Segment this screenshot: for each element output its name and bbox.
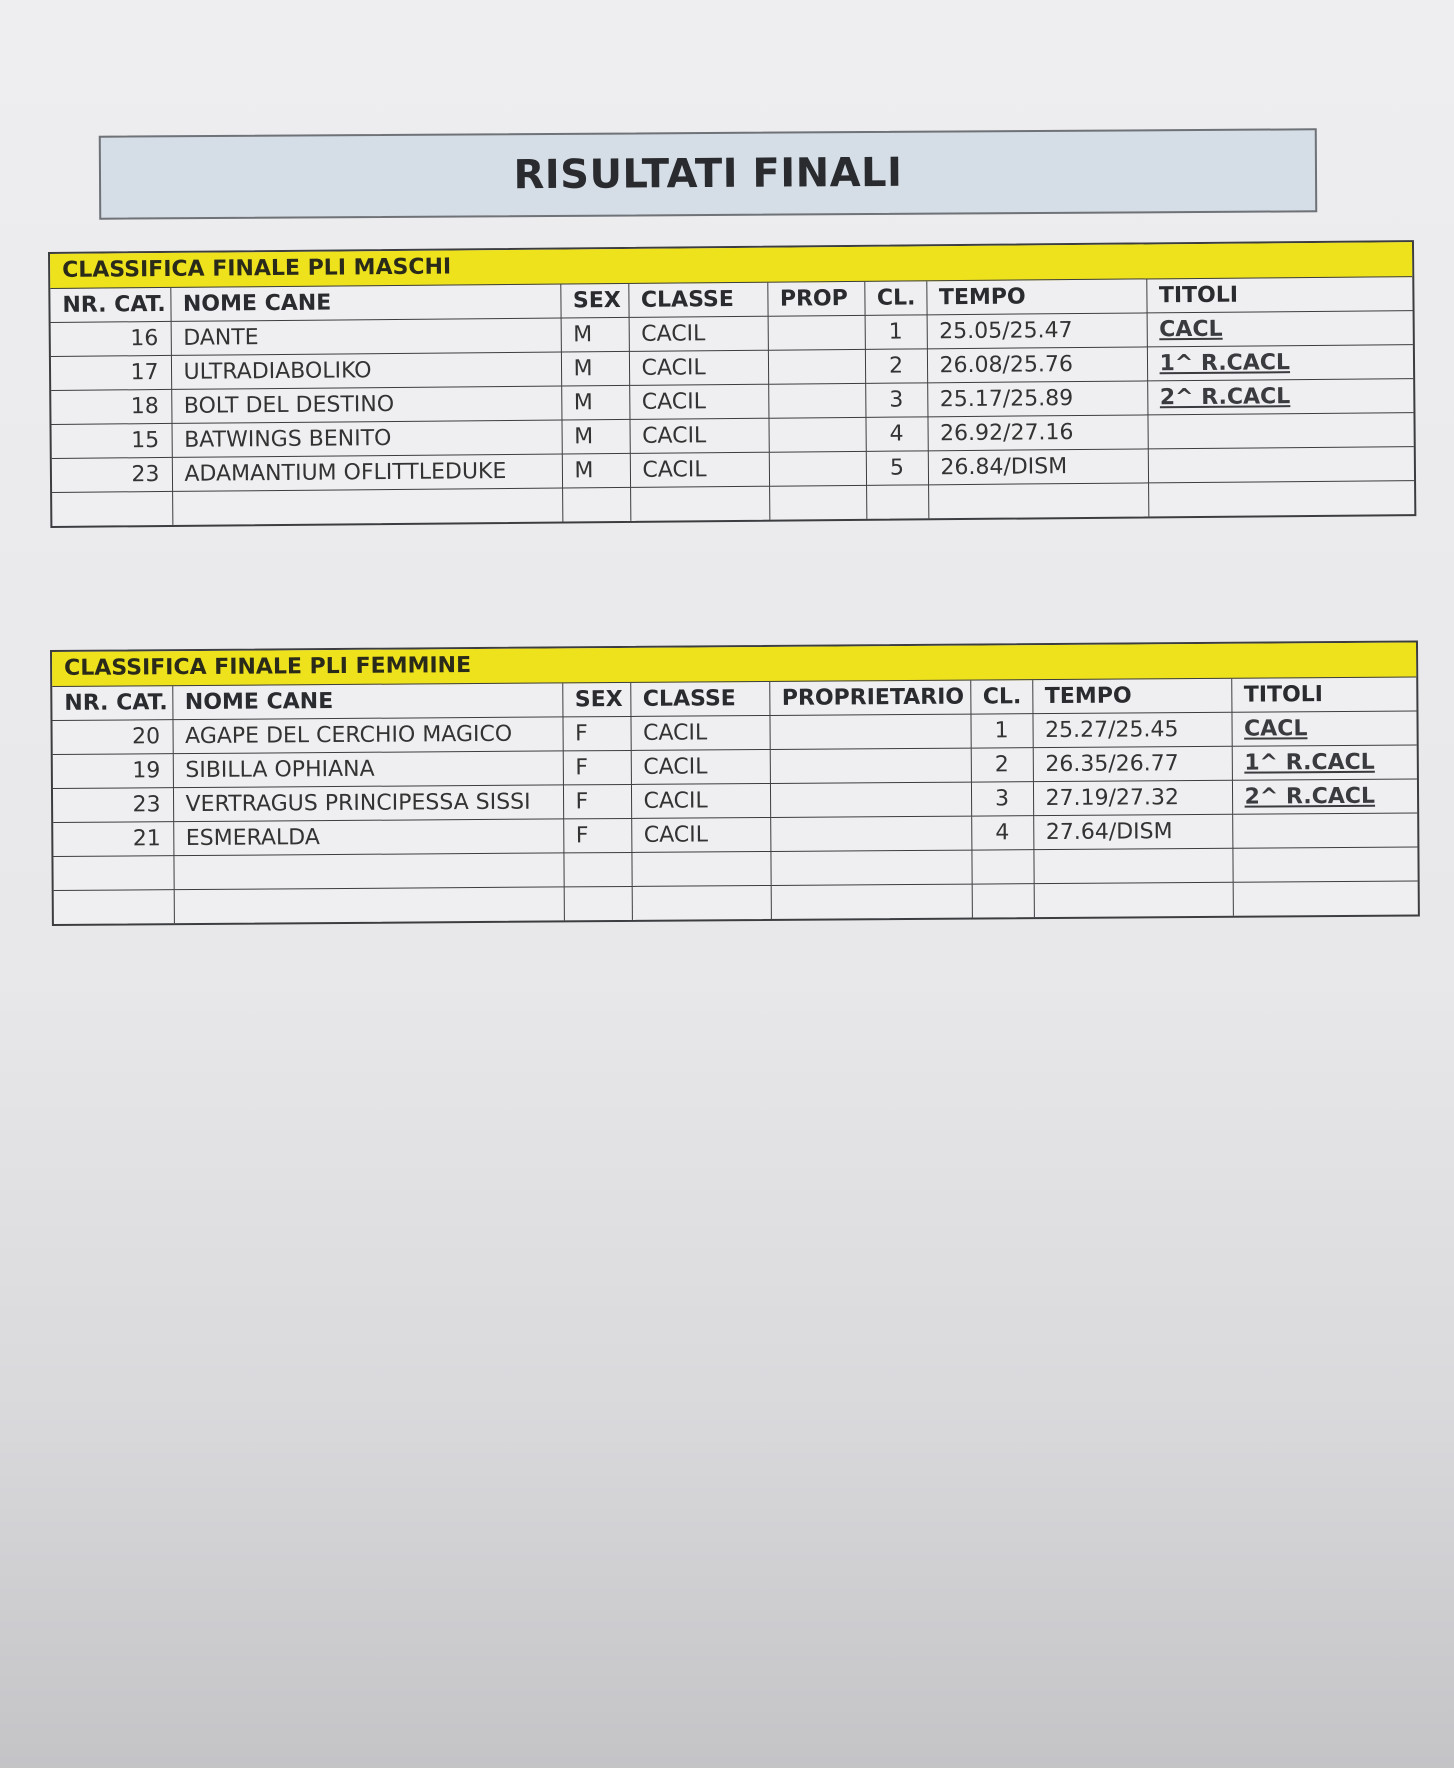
cell-cl: 3 [865, 383, 927, 418]
cell-titoli: 1^ R.CACL [1147, 345, 1413, 381]
col-tempo: TEMPO [1032, 679, 1231, 714]
cell-cl: 2 [971, 748, 1033, 782]
cell-titoli: CACL [1231, 711, 1416, 746]
cell-sex: F [563, 784, 631, 818]
cell-titoli: 2^ R.CACL [1232, 779, 1417, 814]
cell-classe: CACIL [629, 316, 768, 351]
col-titoli: TITOLI [1146, 277, 1412, 313]
males-table [50, 277, 1414, 526]
cell-prop [768, 315, 865, 350]
cell-cl: 3 [971, 782, 1033, 816]
col-prop: PROP [767, 282, 864, 316]
cell-tempo: 26.92/27.16 [927, 415, 1147, 451]
cell-cl: 1 [970, 714, 1032, 748]
cell-proprietario [769, 714, 970, 749]
cell-tempo: 25.27/25.45 [1032, 712, 1231, 747]
cell-cl: 5 [866, 451, 928, 486]
cell-nr-cat: 19 [53, 754, 173, 789]
cell-sex: F [563, 750, 631, 784]
cell-nome-cane: AGAPE DEL CERCHIO MAGICO [172, 717, 562, 754]
col-classe: CLASSE [628, 283, 767, 318]
cell-cl: 4 [865, 417, 927, 452]
cell-empty [53, 856, 173, 891]
cell-empty [1033, 848, 1232, 883]
cell-proprietario [770, 782, 971, 817]
cell-nome-cane: ULTRADIABOLIKO [171, 352, 561, 389]
cell-nr-cat: 16 [51, 321, 171, 356]
cell-titoli: CACL [1147, 311, 1413, 347]
cell-tempo: 26.84/DISM [928, 449, 1148, 485]
col-nome-cane: NOME CANE [172, 683, 562, 719]
cell-tempo: 27.19/27.32 [1033, 780, 1232, 815]
col-nr-cat: NR. CAT. [50, 288, 170, 323]
cell-nome-cane: ESMERALDA [173, 819, 563, 856]
cell-proprietario [770, 748, 971, 783]
cell-tempo: 25.05/25.47 [927, 313, 1147, 349]
cell-empty [972, 884, 1034, 918]
cell-empty [1233, 881, 1418, 916]
cell-empty [1034, 882, 1233, 917]
cell-empty [54, 890, 174, 924]
col-titoli: TITOLI [1231, 677, 1416, 712]
cell-nr-cat: 17 [51, 355, 171, 390]
cell-classe: CACIL [631, 783, 770, 818]
cell-nr-cat: 18 [51, 389, 171, 424]
col-nome-cane: NOME CANE [170, 285, 560, 322]
females-table [52, 677, 1418, 924]
col-classe: CLASSE [630, 682, 769, 716]
cell-tempo: 26.35/26.77 [1033, 746, 1232, 781]
table-heading-females: CLASSIFICA FINALE PLI FEMMINE [52, 642, 1416, 687]
page-title: RISULTATI FINALI [513, 149, 903, 199]
cell-titoli [1147, 413, 1413, 449]
cell-nome-cane: ADAMANTIUM OFLITTLEDUKE [172, 454, 562, 491]
cell-sex: M [561, 351, 629, 386]
cell-empty [631, 851, 770, 886]
cell-empty [562, 487, 630, 521]
cell-sex: M [561, 317, 629, 352]
results-table-females [50, 640, 1420, 926]
cell-sex: F [562, 716, 630, 750]
cell-empty [1148, 481, 1414, 517]
cell-cl: 1 [865, 315, 927, 350]
cell-nr-cat: 23 [53, 788, 173, 823]
cell-empty [564, 886, 632, 920]
table-heading-males: CLASSIFICA FINALE PLI MASCHI [50, 242, 1412, 289]
col-sex: SEX [562, 683, 630, 717]
cell-empty [771, 884, 972, 919]
cell-classe: CACIL [630, 452, 769, 487]
cell-sex: M [561, 385, 629, 420]
cell-empty [52, 491, 172, 526]
cell-classe: CACIL [630, 715, 769, 750]
cell-classe: CACIL [629, 384, 768, 419]
cell-nome-cane: BOLT DEL DESTINO [171, 386, 561, 423]
cell-titoli [1232, 813, 1417, 848]
cell-prop [768, 349, 865, 384]
col-tempo: TEMPO [926, 279, 1146, 314]
cell-tempo: 27.64/DISM [1033, 814, 1232, 849]
col-cl: CL. [970, 680, 1032, 714]
cell-prop [768, 417, 865, 452]
cell-sex: F [563, 818, 631, 852]
cell-classe: CACIL [629, 418, 768, 453]
cell-empty [174, 887, 564, 923]
cell-empty [769, 485, 866, 519]
cell-tempo: 25.17/25.89 [927, 381, 1147, 417]
col-nr-cat: NR. CAT. [52, 686, 172, 720]
cell-empty [632, 885, 771, 919]
cell-empty [563, 852, 631, 886]
page-title-box [99, 128, 1317, 219]
cell-nome-cane: DANTE [171, 318, 561, 355]
cell-empty [173, 853, 563, 890]
cell-prop [769, 451, 866, 486]
cell-titoli: 1^ R.CACL [1232, 745, 1417, 780]
cell-nr-cat: 21 [53, 822, 173, 857]
cell-proprietario [770, 816, 971, 851]
cell-cl: 4 [971, 816, 1033, 850]
cell-empty [866, 485, 928, 519]
cell-tempo: 26.08/25.76 [927, 347, 1147, 383]
cell-cl: 2 [865, 349, 927, 384]
results-table-males [48, 240, 1416, 528]
col-proprietario: PROPRIETARIO [769, 681, 970, 716]
cell-classe: CACIL [631, 749, 770, 784]
cell-empty [770, 850, 971, 885]
col-cl: CL. [864, 281, 926, 315]
cell-nome-cane: BATWINGS BENITO [172, 420, 562, 457]
cell-prop [768, 383, 865, 418]
cell-empty [1232, 847, 1417, 882]
cell-classe: CACIL [631, 817, 770, 852]
cell-empty [630, 486, 769, 521]
cell-nome-cane: SIBILLA OPHIANA [173, 751, 563, 788]
cell-empty [971, 850, 1033, 884]
cell-titoli: 2^ R.CACL [1147, 379, 1413, 415]
cell-classe: CACIL [629, 350, 768, 385]
cell-sex: M [562, 453, 630, 488]
col-sex: SEX [560, 284, 628, 318]
cell-nr-cat: 23 [52, 457, 172, 492]
cell-sex: M [561, 419, 629, 454]
cell-nr-cat: 20 [52, 720, 172, 755]
cell-nr-cat: 15 [52, 423, 172, 458]
cell-empty [172, 488, 562, 525]
cell-titoli [1148, 447, 1414, 483]
cell-empty [928, 483, 1148, 518]
cell-nome-cane: VERTRAGUS PRINCIPESSA SISSI [173, 785, 563, 822]
